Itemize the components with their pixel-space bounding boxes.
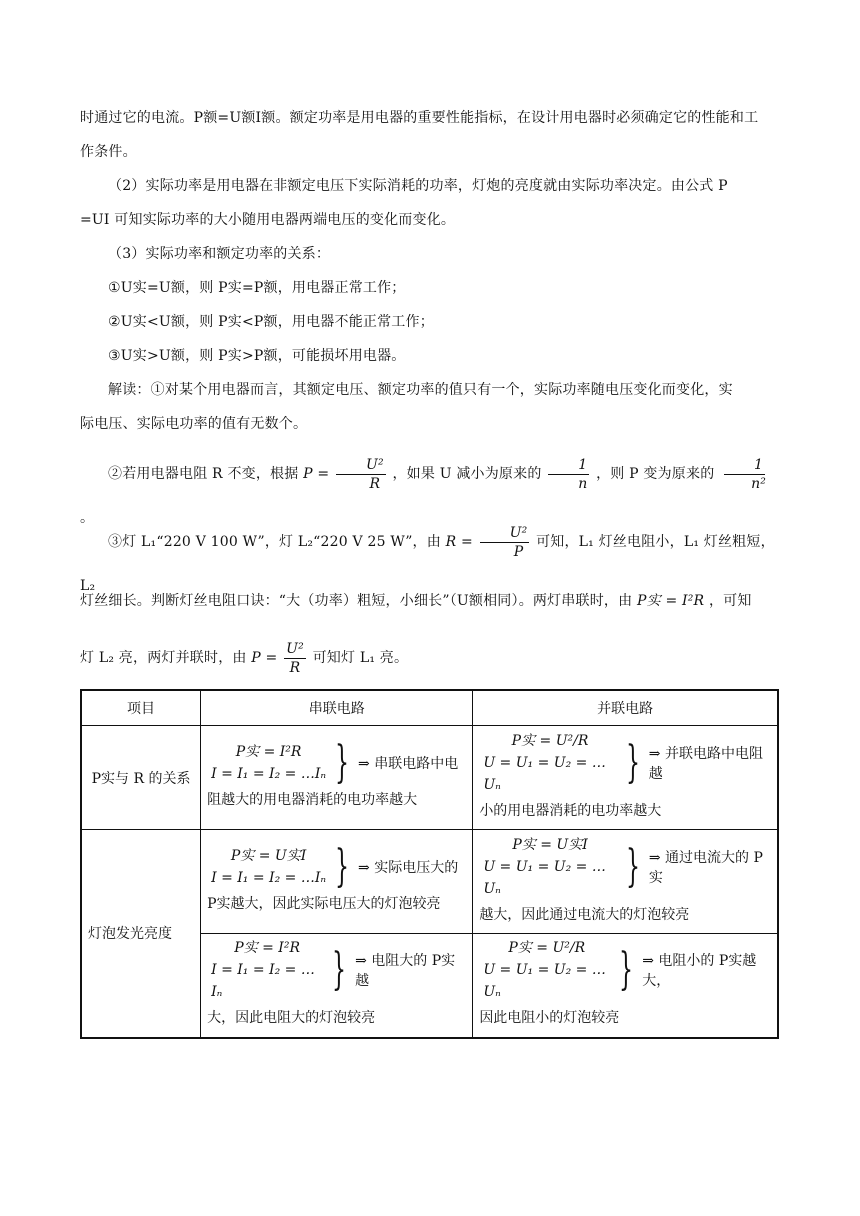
brace-icon: } — [625, 840, 640, 892]
parallel-cell-1 — [473, 726, 778, 830]
brace-icon: } — [332, 944, 347, 996]
text-line-4: =UI 可知实际功率的大小随用电器两端电压的变化而变化。 — [80, 212, 456, 228]
line14-b: 可知灯 L₁ 亮。 — [312, 650, 409, 666]
series-tail-2: ⇒ 实际电压大的 — [358, 859, 459, 876]
parallel-eqs-3: P实 = U²/R U = U₁ = U₂ = …Uₙ — [483, 940, 606, 1001]
series-cell-1 — [201, 726, 473, 830]
series-eq-block-1 — [207, 736, 466, 788]
fraction-u2-p: $\frac{\text{U²}}{P}$ — [480, 524, 530, 561]
series-eqs-3: P实 = I²R I = I₁ = I₂ = …Iₙ — [211, 940, 315, 1001]
fraction-u2-r-2: $\frac{\text{U²}}{R}$ — [286, 640, 304, 676]
row2-label: 灯泡发光亮度 — [81, 830, 201, 1038]
text-line-14 — [80, 636, 780, 680]
parallel-cell-2 — [473, 830, 778, 934]
series-cell-2 — [201, 830, 473, 934]
fraction-1-n: $\frac{1}{n}$ — [548, 456, 589, 493]
row1-label: P实与 R 的关系 — [81, 726, 201, 830]
parallel-tail-1: ⇒ 并联电路中电阻越 — [648, 745, 763, 782]
parallel-eq-block-1 — [479, 730, 771, 796]
text-line-3: （2）实际功率是用电器在非额定电压下实际消耗的功率，灯炮的亮度就由实际功率决定。由公式 P — [108, 178, 728, 194]
series-eq-block-2 — [207, 840, 466, 892]
series-eqs-1: P实 = I²R I = I₁ = I₂ = …Iₙ — [211, 743, 327, 782]
parallel-caption-1: 小的用电器消耗的电功率越大 — [479, 802, 662, 819]
table-row — [81, 830, 778, 934]
line12-a: ③灯 L₁“220 V 100 W”，灯 L₂“220 V 25 W”，由 — [108, 534, 441, 550]
parallel-tail-2: ⇒ 通过电流大的 P实 — [648, 849, 763, 886]
brace-icon: } — [335, 736, 350, 788]
text-line-9: 解读：①对某个用电器而言，其额定电压、额定功率的值只有一个，实际功率随电压变化而变化，实 — [108, 382, 733, 398]
text-line-13 — [80, 584, 780, 618]
header-parallel: 并联电路 — [473, 690, 778, 726]
parallel-eq-block-2 — [479, 834, 771, 900]
parallel-eq-block-3 — [479, 937, 771, 1003]
parallel-eqs-1: P实 = U²/R U = U₁ = U₂ = …Uₙ — [483, 732, 606, 793]
series-eq-block-3 — [207, 937, 466, 1003]
text-line-2: 作条件。 — [80, 144, 137, 160]
series-eqs-2: P实 = U实I I = I₁ = I₂ = …Iₙ — [211, 847, 327, 886]
fraction-1-n2: $\frac{1}{\text{n²}}$ — [721, 456, 768, 493]
text-line-8: ③U实>U额，则 P实>P额，可能损坏用电器。 — [108, 348, 406, 364]
line11-d: 。 — [80, 510, 95, 526]
line13-a: 灯丝细长。判断灯丝电阻口诀：“大（功率）粗短，小细长”（U额相同）。两灯串联时，由 — [80, 593, 633, 609]
line13-b: ，可知 — [708, 593, 752, 609]
parallel-caption-3: 因此电阻小的灯泡较亮 — [479, 1010, 620, 1027]
series-tail-1: ⇒ 串联电路中电 — [358, 755, 459, 772]
formula-p-eq-2: P = — [251, 650, 278, 666]
brace-icon: } — [335, 840, 350, 892]
header-series: 串联电路 — [201, 690, 473, 726]
text-line-6: ①U实=U额，则 P实=P额，用电器正常工作； — [108, 280, 406, 296]
header-item: 项目 — [81, 690, 201, 726]
formula-p-eq: P = — [303, 466, 330, 482]
series-caption-3: 大，因此电阻大的灯泡较亮 — [207, 1010, 376, 1027]
fraction-u2-r: $\frac{\text{U²}}{R}$ — [336, 456, 386, 493]
series-caption-2: P实越大，因此实际电压大的灯泡较亮 — [207, 895, 441, 912]
series-caption-1: 阻越大的用电器消耗的电功率越大 — [207, 791, 418, 808]
formula-r-eq: R = — [445, 534, 473, 550]
parallel-tail-3: ⇒ 电阻小的 P实越大， — [642, 953, 757, 990]
line12-b: 可知，L₁ 灯丝电阻小，L₁ 灯丝粗短，L₂ — [80, 534, 775, 594]
table-row — [81, 726, 778, 830]
brace-icon: } — [625, 736, 640, 788]
line11-c: ，则 P 变为原来的 — [596, 466, 715, 482]
table-header-row — [81, 690, 778, 726]
formula-p-real: P实 = I²R — [636, 593, 705, 609]
parallel-cell-3 — [473, 934, 778, 1038]
text-line-10: 际电压、实际电功率的值有无数个。 — [80, 416, 308, 432]
series-tail-3: ⇒ 电阻大的 P实越 — [355, 953, 456, 990]
line11-a: ②若用电器电阻 R 不变，根据 — [108, 466, 299, 482]
text-line-5: （3）实际功率和额定功率的关系： — [108, 246, 331, 262]
series-cell-3 — [201, 934, 473, 1038]
line14-a: 灯 L₂ 亮，两灯并联时，由 — [80, 650, 247, 666]
comparison-table — [80, 689, 779, 1039]
parallel-eqs-2: P实 = U实I U = U₁ = U₂ = …Uₙ — [483, 836, 606, 897]
text-line-7: ②U实<U额，则 P实<P额，用电器不能正常工作； — [108, 314, 434, 330]
parallel-caption-2: 越大，因此通过电流大的灯泡较亮 — [479, 906, 690, 923]
line11-b: ，如果 U 减小为原来的 — [392, 466, 542, 482]
brace-icon: } — [619, 944, 634, 996]
text-line-1: 时通过它的电流。P额=U额I额。额定功率是用电器的重要性能指标，在设计用电器时必须确定它的性能和工 — [80, 110, 759, 126]
